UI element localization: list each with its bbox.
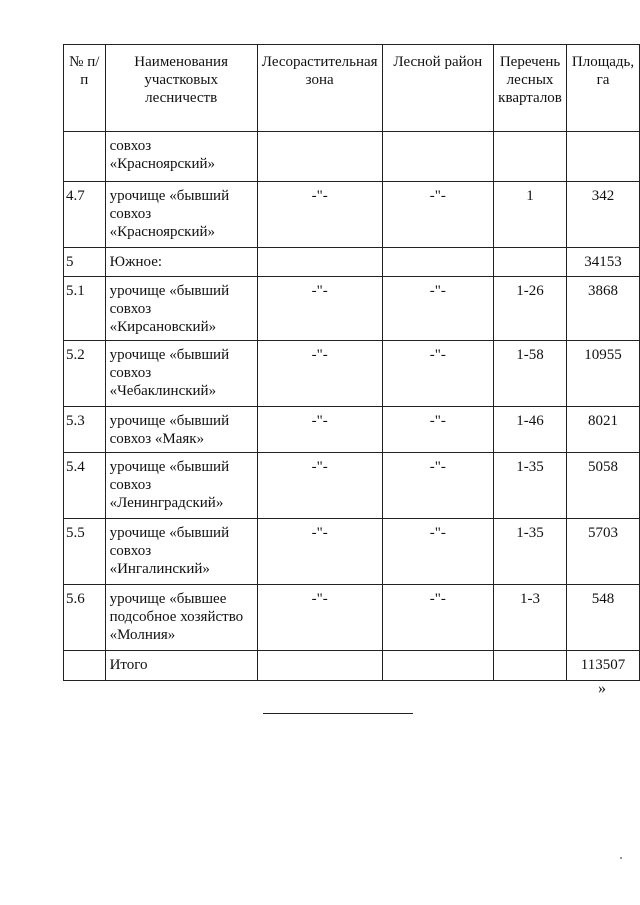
cell-name: урочище «бывший совхоз «Красноярский» [105,182,257,248]
cell-name: урочище «бывший совхоз «Ленинградский» [105,453,257,519]
table-row [64,519,640,585]
table-row [64,132,640,182]
cell-zone: -"- [257,519,382,585]
cell-num: 5.5 [64,519,106,585]
cell-num: 5.1 [64,277,106,341]
page-dot [620,857,622,859]
cell-district [382,248,494,277]
cell-name: Итого [105,651,257,681]
cell-num: 5.6 [64,585,106,651]
cell-district: -"- [382,407,494,453]
cell-area: 548 [567,585,640,651]
table-header-row [64,45,640,132]
cell-num: 5.4 [64,453,106,519]
cell-zone: -"- [257,453,382,519]
cell-num [64,651,106,681]
cell-zone: -"- [257,407,382,453]
table-row [64,277,640,341]
cell-num [64,132,106,182]
cell-quarters: 1 [494,182,567,248]
table-row [64,341,640,407]
cell-quarters: 1-26 [494,277,567,341]
cell-name: урочище «бывший совхоз «Ингалинский» [105,519,257,585]
table-row [64,407,640,453]
cell-zone [257,132,382,182]
header-quarters: Перечень лесных кварталов [494,45,567,132]
cell-quarters [494,132,567,182]
table-row [64,651,640,681]
cell-quarters: 1-35 [494,519,567,585]
cell-num: 5 [64,248,106,277]
cell-area: 10955 [567,341,640,407]
cell-zone: -"- [257,341,382,407]
cell-district: -"- [382,182,494,248]
cell-quarters: 1-35 [494,453,567,519]
cell-quarters: 1-58 [494,341,567,407]
cell-district: -"- [382,519,494,585]
cell-area: 3868 [567,277,640,341]
cell-zone: -"- [257,585,382,651]
cell-area: 5703 [567,519,640,585]
table-row [64,585,640,651]
cell-zone: -"- [257,277,382,341]
cell-name: урочище «бывший совхоз «Чебаклинский» [105,341,257,407]
cell-name: урочище «бывший совхоз «Маяк» [105,407,257,453]
table-row [64,182,640,248]
header-num: № п/п [64,45,106,132]
cell-zone: -"- [257,182,382,248]
cell-area: 8021 [567,407,640,453]
closing-quote: » [598,680,606,697]
cell-quarters [494,248,567,277]
cell-num: 4.7 [64,182,106,248]
header-name: Наименования участковых лесничеств [105,45,257,132]
end-line [263,713,413,714]
cell-name: совхоз «Красноярский» [105,132,257,182]
forestry-districts-table [63,44,640,681]
cell-name: урочище «бывшее подсобное хозяйство «Молния» [105,585,257,651]
header-zone: Лесорастительная зона [257,45,382,132]
cell-district: -"- [382,341,494,407]
header-area: Площадь, га [567,45,640,132]
cell-area: 5058 [567,453,640,519]
cell-district: -"- [382,585,494,651]
cell-quarters: 1-46 [494,407,567,453]
cell-district: -"- [382,277,494,341]
cell-area [567,132,640,182]
cell-num: 5.3 [64,407,106,453]
cell-quarters [494,651,567,681]
table-row [64,453,640,519]
table-row [64,248,640,277]
cell-district [382,132,494,182]
cell-district [382,651,494,681]
cell-name: Южное: [105,248,257,277]
cell-num: 5.2 [64,341,106,407]
cell-district: -"- [382,453,494,519]
cell-zone [257,651,382,681]
cell-quarters: 1-3 [494,585,567,651]
cell-area: 342 [567,182,640,248]
cell-area: 34153 [567,248,640,277]
cell-zone [257,248,382,277]
header-district: Лесной район [382,45,494,132]
cell-name: урочище «бывший совхоз «Кирсановский» [105,277,257,341]
cell-area: 113507 [567,651,640,681]
